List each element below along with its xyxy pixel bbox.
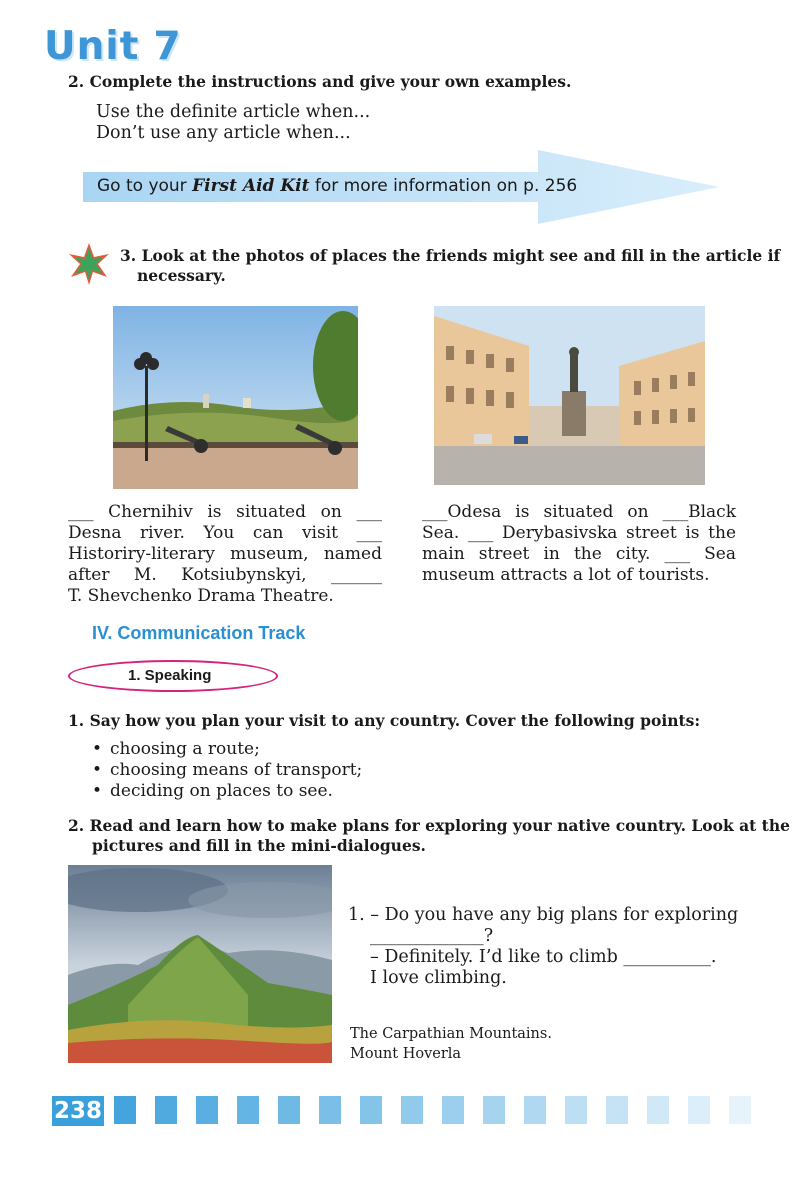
footer-square (729, 1096, 751, 1124)
speak1-bullets (92, 739, 362, 802)
task2-line2: Don’t use any article when... (96, 123, 351, 143)
task2-line1: Use the definite article when... (96, 102, 371, 122)
star-icon (67, 242, 111, 286)
chernihiv-photo (113, 306, 358, 489)
footer-square (565, 1096, 587, 1124)
section-title: IV. Communication Track (92, 623, 306, 643)
photo-caption: The Carpathian Mountains. Mount Hoverla (350, 1026, 552, 1062)
footer-square (524, 1096, 546, 1124)
task2-title: 2. Complete the instructions and give your own examples. (68, 72, 572, 91)
task3-line2: necessary. (137, 266, 226, 285)
footer-square (606, 1096, 628, 1124)
footer-square (647, 1096, 669, 1124)
footer-square (360, 1096, 382, 1124)
footer-square (237, 1096, 259, 1124)
unit-number: 7 (153, 24, 182, 69)
speak1-title: 1. Say how you plan your visit to any country. Cover the following points: (68, 711, 701, 730)
list-item: • choosing a route; (92, 739, 362, 760)
footer-square (278, 1096, 300, 1124)
first-aid-kit-link[interactable]: First Aid Kit (192, 176, 310, 196)
speaking-label: 1. Speaking (128, 667, 212, 684)
footer-square (688, 1096, 710, 1124)
footer-square (155, 1096, 177, 1124)
footer-square (483, 1096, 505, 1124)
list-item: • deciding on places to see. (92, 781, 362, 802)
list-item: • choosing means of transport; (92, 760, 362, 781)
dialogue-line1: 1. – Do you have any big plans for exploring (348, 905, 739, 925)
chernihiv-paragraph: ___ Chernihiv is situated on ___ Desna river. You can visit ___ Historiry-literary museum, named after M. Kotsiubynskyi, ______ T. Shevchenko Drama Theatre. (68, 502, 382, 606)
unit-heading (44, 24, 182, 69)
speak2-line2: pictures and fill in the mini-dialogues. (92, 836, 426, 855)
footer-square (442, 1096, 464, 1124)
footer-square (319, 1096, 341, 1124)
speak2-line1: 2. Read and learn how to make plans for exploring your native country. Look at the (68, 816, 790, 835)
odesa-paragraph: ___Odesa is situated on ___Black Sea. ___ Derybasivska street is the main street in the city. ___ Sea museum attracts a lot of tourists. (422, 502, 736, 585)
arrow-text: Go to your First Aid Kit for more information on p. 256 (97, 176, 578, 196)
task3-line1: 3. Look at the photos of places the friends might see and fill in the article if (120, 246, 781, 265)
footer-square (401, 1096, 423, 1124)
page-number: 238 (53, 1098, 102, 1124)
dialogue-line2: _____________? (370, 926, 494, 946)
footer-square (114, 1096, 136, 1124)
unit-word: Unit (44, 24, 140, 69)
footer-square (196, 1096, 218, 1124)
odesa-photo (434, 306, 705, 485)
dialogue-line3: – Definitely. I’d like to climb __________. (370, 947, 717, 967)
dialogue-line4: I love climbing. (370, 968, 507, 988)
carpathian-photo (68, 865, 332, 1063)
